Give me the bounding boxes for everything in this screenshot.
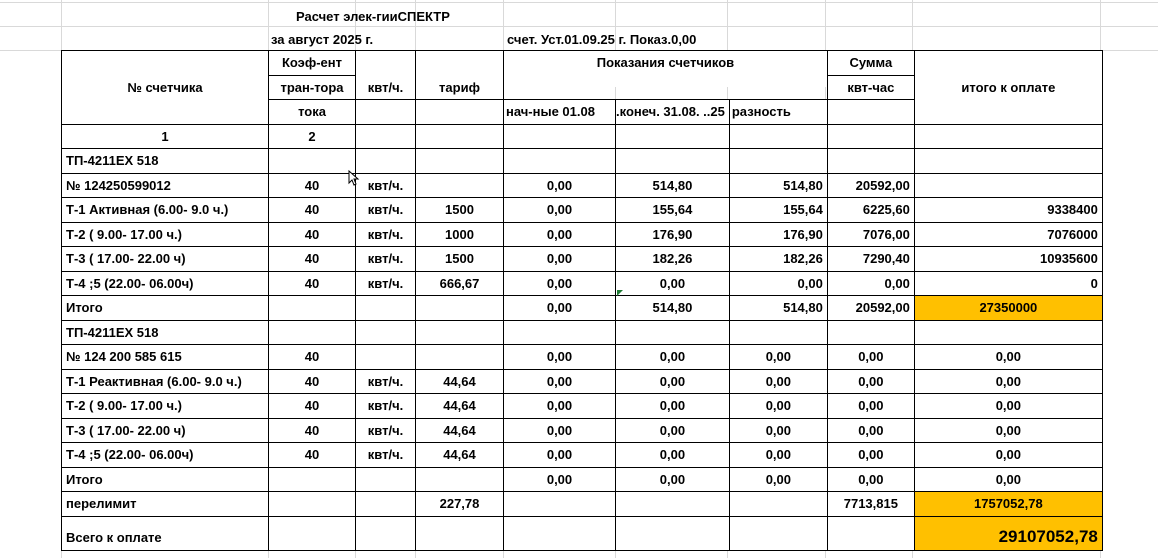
comment-marker-icon (617, 290, 623, 296)
unit-value[interactable] (356, 345, 416, 370)
sum-kwh[interactable]: 0,00 (827, 345, 914, 370)
start-reading[interactable]: 0,00 (504, 222, 616, 247)
meter-name[interactable]: Т-2 ( 9.00- 17.00 ч.) (62, 394, 269, 419)
tariff-value[interactable] (416, 173, 504, 198)
unit-value[interactable]: квт/ч. (356, 271, 416, 296)
table-row (62, 467, 1103, 492)
end-reading[interactable] (616, 492, 730, 517)
sum-kwh[interactable]: 6225,60 (827, 198, 914, 223)
period-label: за август 2025 г. (271, 32, 374, 47)
cell[interactable] (504, 516, 616, 550)
total-payment[interactable]: 10935600 (914, 247, 1102, 272)
unit-value[interactable]: квт/ч. (356, 443, 416, 468)
unit-value[interactable]: квт/ч. (356, 247, 416, 272)
end-reading[interactable] (616, 320, 730, 345)
col-number-1[interactable]: 1 (62, 124, 269, 149)
difference-value[interactable]: 182,26 (729, 247, 827, 272)
grand-total-row (62, 516, 1103, 550)
tariff-value[interactable]: 44,64 (416, 418, 504, 443)
sum-kwh[interactable]: 0,00 (827, 418, 914, 443)
coef-value[interactable] (269, 149, 356, 174)
table-row (62, 247, 1103, 272)
tariff-value[interactable]: 1000 (416, 222, 504, 247)
coef-value[interactable]: 40 (269, 369, 356, 394)
sum-kwh[interactable]: 0,00 (827, 443, 914, 468)
end-reading[interactable]: 514,80 (616, 296, 730, 321)
total-payment[interactable]: 0,00 (914, 418, 1102, 443)
meter-name[interactable]: ТП-4211ЕХ 518 (62, 320, 269, 345)
coef-value[interactable] (269, 320, 356, 345)
start-reading[interactable] (504, 492, 616, 517)
meter-name[interactable]: Итого (62, 296, 269, 321)
total-payment[interactable]: 0 (914, 271, 1102, 296)
total-payment[interactable]: 27350000 (914, 296, 1102, 321)
col-diff[interactable]: разность (729, 100, 827, 125)
total-payment[interactable]: 9338400 (914, 198, 1102, 223)
tariff-value[interactable]: 44,64 (416, 443, 504, 468)
meter-name[interactable]: ТП-4211ЕХ 518 (62, 149, 269, 174)
col-coef-3[interactable]: тока (269, 100, 356, 125)
cell[interactable] (504, 124, 616, 149)
col-sum-1[interactable]: Сумма (827, 51, 914, 76)
cell[interactable] (616, 124, 730, 149)
col-coef-1[interactable]: Коэф-ент (269, 51, 356, 76)
table-row (62, 394, 1103, 419)
sum-kwh[interactable] (827, 320, 914, 345)
sum-kwh[interactable]: 7290,40 (827, 247, 914, 272)
tariff-value[interactable]: 44,64 (416, 369, 504, 394)
table-row (62, 443, 1103, 468)
sheet-title: Расчет элек-гииСПЕКТР (296, 9, 450, 24)
coef-value[interactable]: 40 (269, 198, 356, 223)
grand-total-label[interactable]: Всего к оплате (62, 516, 269, 550)
start-reading[interactable]: 0,00 (504, 394, 616, 419)
meter-name[interactable]: № 124250599012 (62, 173, 269, 198)
cell[interactable] (416, 100, 504, 125)
col-end[interactable]: .конеч. 31.08. ..25 (616, 100, 730, 125)
end-reading[interactable]: 0,00 (616, 369, 730, 394)
tariff-value[interactable] (416, 296, 504, 321)
coef-value[interactable]: 40 (269, 394, 356, 419)
table-row (62, 271, 1103, 296)
sum-kwh[interactable]: 0,00 (827, 369, 914, 394)
total-payment[interactable]: 7076000 (914, 222, 1102, 247)
end-reading[interactable]: 176,90 (616, 222, 730, 247)
sum-kwh[interactable]: 20592,00 (827, 173, 914, 198)
difference-value[interactable]: 0,00 (729, 394, 827, 419)
grand-total-value[interactable]: 29107052,78 (914, 516, 1102, 550)
start-reading[interactable] (504, 149, 616, 174)
cell[interactable] (416, 516, 504, 550)
cell[interactable] (729, 124, 827, 149)
col-readings[interactable]: Показания счетчиков (504, 63, 828, 88)
cell[interactable] (269, 516, 356, 550)
meter-name[interactable]: Т-4 ;5 (22.00- 06.00ч) (62, 443, 269, 468)
unit-value[interactable]: квт/ч. (356, 198, 416, 223)
coef-value[interactable] (269, 467, 356, 492)
table-row (62, 418, 1103, 443)
start-reading[interactable]: 0,00 (504, 418, 616, 443)
table-row (62, 320, 1103, 345)
tariff-value[interactable] (416, 149, 504, 174)
unit-value[interactable] (356, 149, 416, 174)
end-reading[interactable]: 0,00 (616, 443, 730, 468)
tariff-value[interactable] (416, 320, 504, 345)
total-payment[interactable] (914, 173, 1102, 198)
table-row (62, 345, 1103, 370)
meter-name[interactable]: Итого (62, 467, 269, 492)
col-unit[interactable]: квт/ч. (356, 75, 416, 100)
total-payment[interactable]: 1757052,78 (914, 492, 1102, 517)
total-payment[interactable] (914, 149, 1102, 174)
meter-name[interactable]: № 124 200 585 615 (62, 345, 269, 370)
col-start[interactable]: нач-ные 01.08 (504, 100, 616, 125)
unit-value[interactable]: квт/ч. (356, 418, 416, 443)
start-reading[interactable]: 0,00 (504, 296, 616, 321)
total-payment[interactable]: 0,00 (914, 369, 1102, 394)
end-reading[interactable]: 182,26 (616, 247, 730, 272)
table-row (62, 296, 1103, 321)
difference-value[interactable]: 155,64 (729, 198, 827, 223)
sum-kwh[interactable]: 7713,815 (827, 492, 914, 517)
difference-value[interactable]: 176,90 (729, 222, 827, 247)
sum-kwh[interactable]: 0,00 (827, 467, 914, 492)
col-coef-2[interactable]: тран-тора (269, 75, 356, 100)
start-reading[interactable]: 0,00 (504, 345, 616, 370)
tariff-value[interactable]: 666,67 (416, 271, 504, 296)
cell[interactable] (356, 124, 416, 149)
billing-table (61, 50, 1103, 551)
sum-kwh[interactable]: 0,00 (827, 394, 914, 419)
cell[interactable] (356, 100, 416, 125)
start-reading[interactable]: 0,00 (504, 198, 616, 223)
sum-kwh[interactable]: 20592,00 (827, 296, 914, 321)
meter-name[interactable]: Т-3 ( 17.00- 22.00 ч) (62, 418, 269, 443)
table-row (62, 173, 1103, 198)
cell[interactable] (827, 516, 914, 550)
cell[interactable] (914, 124, 1102, 149)
difference-value[interactable]: 0,00 (729, 369, 827, 394)
mouse-cursor-icon (348, 170, 358, 186)
cell[interactable] (729, 516, 827, 550)
cell[interactable] (827, 100, 914, 125)
difference-value[interactable]: 0,00 (729, 418, 827, 443)
end-reading[interactable]: 0,00 (616, 345, 730, 370)
account-label: счет. Уст.01.09.25 г. Показ.0,00 (507, 32, 697, 47)
total-payment[interactable]: 0,00 (914, 394, 1102, 419)
table-row (62, 222, 1103, 247)
cell[interactable] (416, 124, 504, 149)
tariff-value[interactable]: 44,64 (416, 394, 504, 419)
start-reading[interactable]: 0,00 (504, 271, 616, 296)
total-payment[interactable] (914, 320, 1102, 345)
sum-kwh[interactable]: 7076,00 (827, 222, 914, 247)
difference-value[interactable]: 0,00 (729, 271, 827, 296)
table-row (62, 198, 1103, 223)
unit-value[interactable]: квт/ч. (356, 394, 416, 419)
coef-value[interactable]: 40 (269, 247, 356, 272)
end-reading[interactable]: 0,00 (616, 418, 730, 443)
unit-value[interactable]: квт/ч. (356, 369, 416, 394)
total-payment[interactable]: 0,00 (914, 443, 1102, 468)
unit-value[interactable]: квт/ч. (356, 222, 416, 247)
cell[interactable] (356, 51, 416, 76)
start-reading[interactable]: 0,00 (504, 369, 616, 394)
table-row (62, 369, 1103, 394)
meter-name[interactable]: Т-4 ;5 (22.00- 06.00ч) (62, 271, 269, 296)
sum-kwh[interactable]: 0,00 (827, 271, 914, 296)
coef-value[interactable]: 40 (269, 222, 356, 247)
tariff-value[interactable] (416, 345, 504, 370)
difference-value[interactable] (729, 320, 827, 345)
end-reading[interactable]: 155,64 (616, 198, 730, 223)
difference-value[interactable]: 0,00 (729, 467, 827, 492)
meter-name[interactable]: Т-3 ( 17.00- 22.00 ч) (62, 247, 269, 272)
tariff-value[interactable]: 1500 (416, 198, 504, 223)
cell[interactable] (827, 124, 914, 149)
col-number-2[interactable]: 2 (269, 124, 356, 149)
cell[interactable] (616, 516, 730, 550)
end-reading[interactable] (616, 149, 730, 174)
start-reading[interactable]: 0,00 (504, 443, 616, 468)
data-rows (62, 149, 1103, 517)
coef-value[interactable] (269, 492, 356, 517)
tariff-value[interactable]: 227,78 (416, 492, 504, 517)
difference-value[interactable]: 0,00 (729, 443, 827, 468)
col-sum-2[interactable]: квт-час (827, 75, 914, 100)
sum-kwh[interactable] (827, 149, 914, 174)
coef-value[interactable]: 40 (269, 345, 356, 370)
meter-name[interactable]: Т-2 ( 9.00- 17.00 ч.) (62, 222, 269, 247)
start-reading[interactable]: 0,00 (504, 467, 616, 492)
end-reading[interactable]: 0,00 (616, 467, 730, 492)
unit-value[interactable] (356, 467, 416, 492)
difference-value[interactable] (729, 149, 827, 174)
meter-name[interactable]: перелимит (62, 492, 269, 517)
cell[interactable] (416, 51, 504, 76)
cell[interactable] (356, 516, 416, 550)
coef-value[interactable]: 40 (269, 418, 356, 443)
difference-value[interactable]: 514,80 (729, 173, 827, 198)
col-meter[interactable]: № счетчика (62, 51, 269, 125)
difference-value[interactable]: 0,00 (729, 345, 827, 370)
gridline (0, 2, 1158, 3)
start-reading[interactable]: 0,00 (504, 173, 616, 198)
end-reading[interactable]: 0,00 (616, 271, 730, 296)
coef-value[interactable]: 40 (269, 443, 356, 468)
coef-value[interactable]: 40 (269, 173, 356, 198)
end-reading[interactable]: 514,80 (616, 173, 730, 198)
col-tariff[interactable]: тариф (416, 75, 504, 100)
gridline (0, 26, 1158, 27)
coef-value[interactable] (269, 296, 356, 321)
coef-value[interactable]: 40 (269, 271, 356, 296)
tariff-value[interactable] (416, 467, 504, 492)
unit-value[interactable] (356, 296, 416, 321)
start-reading[interactable]: 0,00 (504, 247, 616, 272)
table-row (62, 149, 1103, 174)
total-payment[interactable]: 0,00 (914, 467, 1102, 492)
number-row (62, 124, 1103, 149)
unit-value[interactable] (356, 320, 416, 345)
unit-value[interactable] (356, 492, 416, 517)
total-payment[interactable]: 0,00 (914, 345, 1102, 370)
unit-value[interactable]: квт/ч. (356, 173, 416, 198)
end-reading[interactable]: 0,00 (616, 394, 730, 419)
tariff-value[interactable]: 1500 (416, 247, 504, 272)
difference-value[interactable]: 514,80 (729, 296, 827, 321)
col-total[interactable]: итого к оплате (914, 51, 1102, 125)
start-reading[interactable] (504, 320, 616, 345)
meter-name[interactable]: Т-1 Активная (6.00- 9.0 ч.) (62, 198, 269, 223)
table-row (62, 492, 1103, 517)
difference-value[interactable] (729, 492, 827, 517)
meter-name[interactable]: Т-1 Реактивная (6.00- 9.0 ч.) (62, 369, 269, 394)
